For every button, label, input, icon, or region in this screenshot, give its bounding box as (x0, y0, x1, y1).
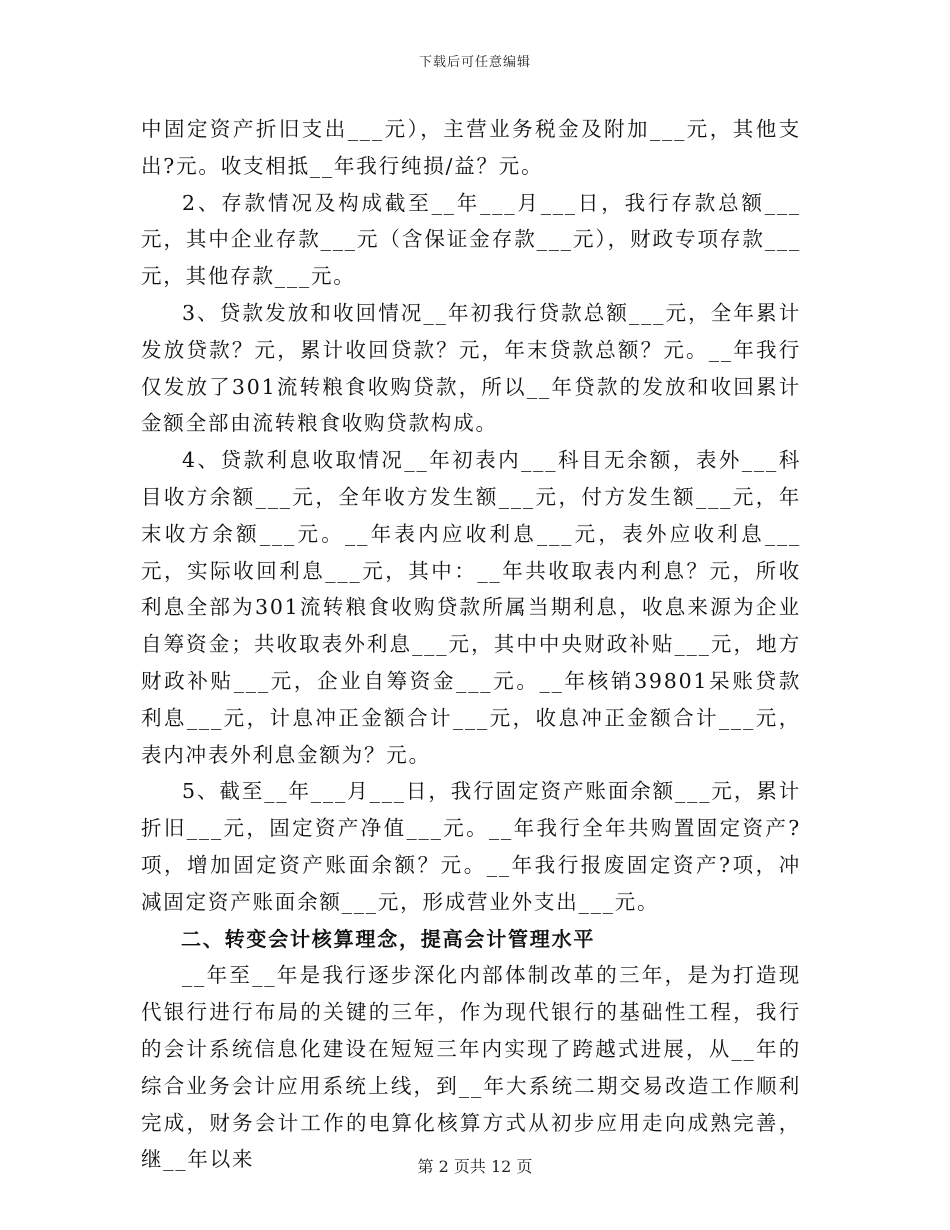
paragraph-interest: 4、贷款利息收取情况__年初表内___科目无余额，表外___科目收方余额___元，全年收方发生额___元，付方发生额___元，年末收方余额___元。__年表内应收利息___元，表外应收利息___元，实际收回利息___元，其中：__年共收取表内利息？元，所收利息全部为301流转粮食收购贷款所属当期利息，收息来源为企业自筹资金；共收取表外利息___元，其中中央财政补贴___元，地方财政补贴___元，企业自筹资金___元。__年核销39801呆账贷款利息___元，计息冲正金额合计___元，收息冲正金额合计___元，表内冲表外利息金额为？元。 (141, 448, 801, 767)
paragraph-continuation: 中固定资产折旧支出___元），主营业务税金及附加___元，其他支出?元。收支相抵__年我行纯损/益？元。 (141, 117, 801, 178)
document-body (141, 111, 801, 1178)
paragraph-loans: 3、贷款发放和收回情况__年初我行贷款总额___元，全年累计发放贷款？元，累计收回贷款？元，年末贷款总额？元。__年我行仅发放了301流转粮食收购贷款，所以__年贷款的发放和收回累计金额全部由流转粮食收购贷款构成。 (141, 300, 801, 436)
paragraph-section-intro: __年至__年是我行逐步深化内部体制改革的三年，是为打造现代银行进行布局的关键的三年，作为现代银行的基础性工程，我行的会计系统信息化建设在短短三年内实现了跨越式进展，从__年的综合业务会计应用系统上线，到__年大系统二期交易改造工作顺利完成，财务会计工作的电算化核算方式从初步应用走向成熟完善，继__年以来 (141, 963, 801, 1172)
paragraph-fixed-assets: 5、截至__年___月___日，我行固定资产账面余额___元，累计折旧___元，固定资产净值___元。__年我行全年共购置固定资产?项，增加固定资产账面余额？元。__年我行报废固定资产?项，冲减固定资产账面余额___元，形成营业外支出___元。 (141, 779, 801, 914)
page-footer: 第 2 页共 12 页 (417, 1157, 533, 1176)
section-heading: 二、转变会计核算理念，提高会计管理水平 (181, 926, 596, 951)
page-header: 下载后可任意编辑 (418, 55, 531, 70)
paragraph-deposits: 2、存款情况及构成截至__年___月___日，我行存款总额___元，其中企业存款___元（含保证金存款___元），财政专项存款___元，其他存款___元。 (141, 190, 801, 289)
